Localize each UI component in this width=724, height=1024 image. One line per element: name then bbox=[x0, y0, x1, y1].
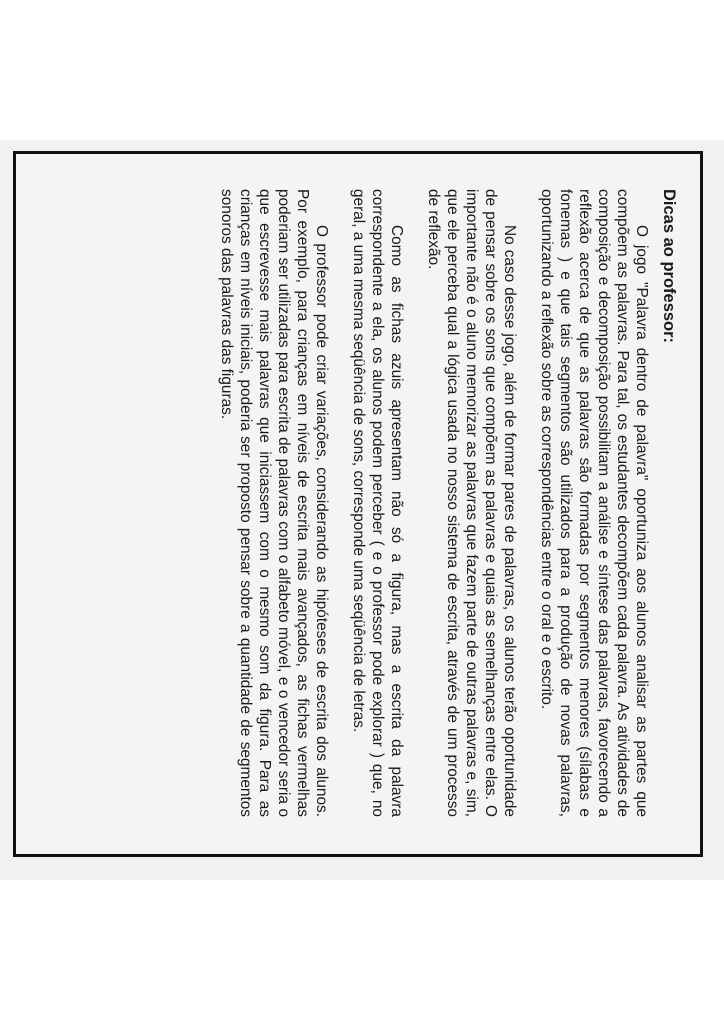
tips-box bbox=[13, 151, 703, 857]
paragraph-3: Como as fichas azuis apresentam não só a figura, mas a escrita da palavra correspondente a ela, os alunos podem perceber ( e o professor pode explorar ) que, no geral, a uma mesma seqüência de sons, corresponde uma seqüência de letras. bbox=[350, 189, 405, 817]
paragraph-2: No caso desse jogo, além de formar pares de palavras, os alunos terão oportunidade de pensar sobre os sons que compõem as palavras e quais as semelhanças entre elas. O importante não é o aluno memorizar as palavras que fazem parte de outras palavras e, sim, que ele perceba qual a lógica usada no nosso sistema de escrita, através de um processo de reflexão. bbox=[425, 189, 518, 817]
section-title: Dicas ao professor: bbox=[660, 189, 678, 344]
rotated-content bbox=[24, 161, 692, 843]
paragraph-4: O professor pode criar variações, considerando as hipóteses de escrita dos alunos. Por exemplo, para crianças em níveis de escrita mais avançados, as fichas vermelhas poderiam ser utilizadas para escrita de palavras com o alfabeto móvel, e o vencedor seria o que escrevesse mais palavras que iniciassem com o mesmo som da figura. Para as crianças em níveis iniciais, poderia ser proposto pensar sobre a quantidade de segmentos sonoros das palavras das figuras. bbox=[218, 189, 330, 817]
paragraph-1: O jogo "Palavra dentro de palavra" oportuniza aos alunos analisar as partes que compõem as palavras. Para tal, os estudantes decompõem cada palavra. As atividades de composição e decomposição possibilitam a análise e síntese das palavras, favorecendo a reflexão acerca de que as palavras são formadas por segmentos menores (sílabas e fonemas ) e que tais segmentos são utilizados para a produção de novas palavras, oportunizando a reflexão sobre as correspondências entre o oral e o escrito. bbox=[538, 189, 650, 817]
